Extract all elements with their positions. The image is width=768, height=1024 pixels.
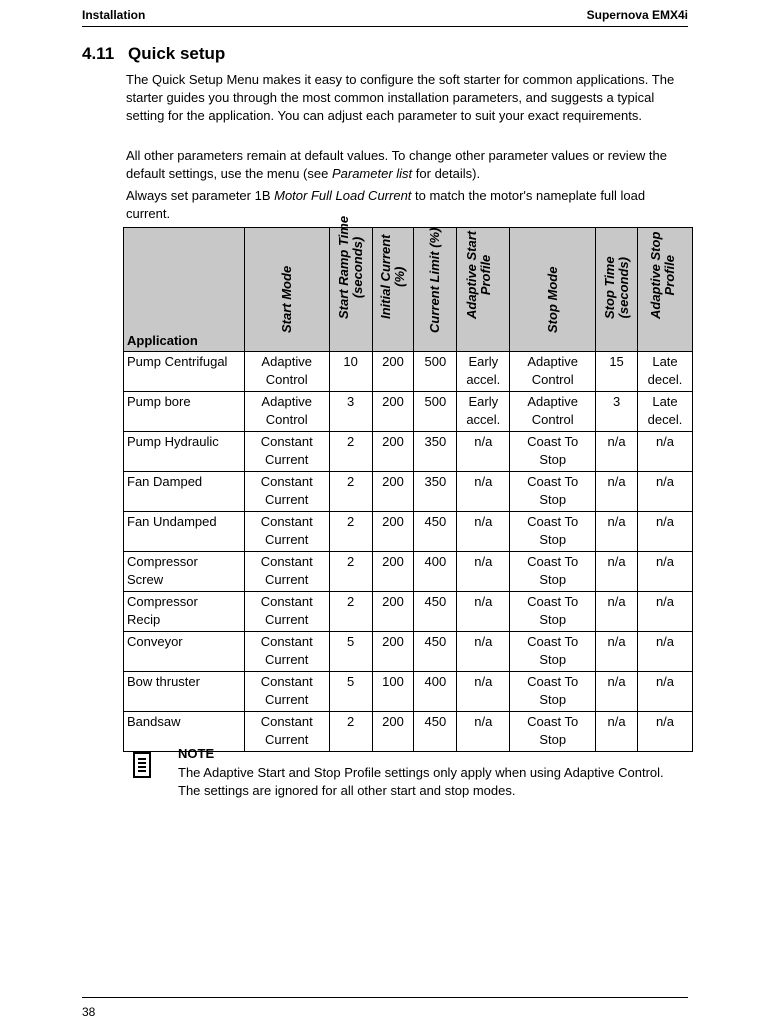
col-header-stop-time — [596, 228, 638, 352]
cell-adaptive-stop-line-1: n/a — [655, 594, 675, 609]
cell-start-ramp — [329, 392, 372, 432]
cell-start-mode-line-2: Current — [265, 492, 309, 507]
cell-stop-mode — [510, 512, 596, 552]
table-row — [124, 512, 693, 552]
cell-stop-time-line-1: n/a — [607, 594, 626, 609]
quick-setup-table — [123, 215, 693, 752]
cell-application-line-1: Conveyor — [127, 634, 183, 649]
cell-start-mode-line-2: Current — [265, 652, 309, 667]
cell-application-line-1: Fan Undamped — [127, 514, 217, 529]
cell-initial-current-line-1: 200 — [382, 514, 404, 529]
cell-stop-time — [596, 632, 638, 672]
cell-stop-mode — [510, 392, 596, 432]
table-row — [124, 592, 693, 632]
col-header-current-limit — [414, 228, 457, 352]
cell-current-limit-line-1: 450 — [424, 514, 447, 529]
cell-adaptive-stop-line-1: n/a — [655, 634, 675, 649]
cell-application-line-1: Fan Damped — [127, 474, 203, 489]
cell-initial-current-line-1: 200 — [382, 554, 404, 569]
cell-adaptive-start-line-2: accel. — [466, 372, 501, 387]
cell-start-mode-line-1: Constant — [260, 594, 313, 609]
cell-initial-current — [372, 432, 414, 472]
cell-start-mode — [244, 632, 329, 672]
cell-current-limit — [414, 512, 457, 552]
current-limit-label: Current Limit (%) — [427, 227, 443, 333]
p2-text-a: All other parameters remain at default values. To change other parameter values or review the default settings, use the menu (see — [126, 148, 667, 181]
cell-stop-time — [596, 672, 638, 712]
table-row — [124, 432, 693, 472]
cell-stop-mode — [510, 632, 596, 672]
cell-adaptive-stop-line-1: Late — [652, 394, 678, 409]
cell-start-mode — [244, 352, 329, 392]
cell-stop-mode — [510, 672, 596, 712]
cell-stop-time — [596, 432, 638, 472]
col-header-stop-mode — [510, 228, 596, 352]
cell-current-limit — [414, 392, 457, 432]
cell-stop-mode-line-2: Stop — [539, 532, 567, 547]
cell-initial-current-line-1: 200 — [382, 354, 404, 369]
cell-start-mode-line-1: Constant — [260, 434, 313, 449]
cell-start-ramp-line-1: 5 — [346, 634, 355, 649]
cell-stop-mode-line-1: Coast To — [527, 514, 579, 529]
cell-start-mode — [244, 512, 329, 552]
cell-application — [124, 392, 245, 432]
cell-initial-current-line-1: 100 — [382, 674, 404, 689]
adaptive-stop-label-2: Profile — [662, 255, 677, 296]
cell-start-ramp — [329, 632, 372, 672]
cell-start-ramp-line-1: 2 — [346, 714, 355, 729]
cell-start-ramp-line-1: 3 — [346, 394, 355, 409]
adaptive-start-label-1: Adaptive Start — [464, 230, 480, 319]
initial-current-label-1: Initial Current — [377, 234, 393, 319]
cell-stop-mode-line-2: Stop — [539, 452, 567, 467]
start-mode-label: Start Mode — [278, 265, 294, 333]
stop-mode-label: Stop Mode — [544, 266, 560, 333]
cell-start-mode-line-1: Constant — [260, 714, 313, 729]
cell-adaptive-start — [457, 352, 510, 392]
col-header-adaptive-stop — [638, 228, 693, 352]
page-footer — [82, 997, 688, 1019]
cell-stop-time — [596, 352, 638, 392]
cell-start-mode-line-1: Constant — [260, 514, 313, 529]
cell-application — [124, 512, 245, 552]
cell-initial-current-line-1: 200 — [382, 474, 404, 489]
cell-adaptive-start — [457, 632, 510, 672]
cell-current-limit — [414, 632, 457, 672]
cell-stop-time-line-1: 3 — [612, 394, 621, 409]
cell-adaptive-start — [457, 512, 510, 552]
cell-initial-current — [372, 472, 414, 512]
cell-current-limit-line-1: 400 — [424, 674, 447, 689]
cell-application-line-1: Pump Centrifugal — [127, 354, 228, 369]
intro-paragraph-1: The Quick Setup Menu makes it easy to configure the soft starter for common applications. The starter guides you through the most common installation parameters, and suggests a typical setting for the application. You can adjust each parameter to suit your exact requirements. — [126, 72, 675, 123]
note-title: NOTE — [178, 746, 215, 761]
cell-adaptive-stop-line-2: decel. — [647, 412, 683, 427]
cell-initial-current-line-1: 200 — [382, 394, 404, 409]
cell-adaptive-stop-line-1: n/a — [655, 474, 675, 489]
cell-start-mode — [244, 672, 329, 712]
cell-adaptive-stop — [638, 432, 693, 472]
cell-adaptive-start-line-1: n/a — [474, 634, 493, 649]
cell-application — [124, 632, 245, 672]
cell-current-limit — [414, 472, 457, 512]
cell-adaptive-start — [457, 392, 510, 432]
col-header-initial-current — [372, 228, 414, 352]
cell-adaptive-start — [457, 592, 510, 632]
cell-start-mode-line-2: Current — [265, 692, 309, 707]
cell-start-mode-line-2: Control — [265, 412, 308, 427]
note-box — [126, 744, 686, 804]
cell-start-mode — [244, 392, 329, 432]
table-row — [124, 472, 693, 512]
cell-start-ramp — [329, 672, 372, 712]
cell-adaptive-start — [457, 432, 510, 472]
cell-stop-mode — [510, 552, 596, 592]
cell-stop-time — [596, 472, 638, 512]
cell-stop-mode — [510, 432, 596, 472]
section-heading — [82, 44, 225, 64]
cell-current-limit-line-1: 400 — [424, 554, 447, 569]
cell-application-line-1: Bow thruster — [127, 674, 200, 689]
cell-adaptive-start-line-2: accel. — [466, 412, 501, 427]
cell-adaptive-stop — [638, 672, 693, 712]
cell-adaptive-start-line-1: n/a — [474, 434, 493, 449]
cell-current-limit-line-1: 500 — [424, 354, 447, 369]
start-ramp-label-1: Start Ramp Time — [335, 215, 351, 319]
cell-stop-mode-line-2: Stop — [539, 492, 567, 507]
cell-adaptive-stop — [638, 352, 693, 392]
cell-application-line-1: Compressor — [127, 554, 198, 569]
cell-adaptive-stop — [638, 552, 693, 592]
cell-adaptive-start-line-1: Early — [468, 354, 499, 369]
cell-start-mode-line-1: Constant — [260, 554, 313, 569]
intro-paragraph-2 — [126, 147, 686, 183]
adaptive-stop-label-1: Adaptive Stop — [648, 231, 663, 319]
cell-stop-mode — [510, 592, 596, 632]
cell-adaptive-stop-line-2: decel. — [647, 372, 683, 387]
cell-start-ramp — [329, 472, 372, 512]
cell-start-ramp-line-1: 5 — [346, 674, 355, 689]
cell-start-mode-line-1: Constant — [260, 474, 313, 489]
parameter-list-reference: Parameter list — [331, 166, 413, 181]
cell-application — [124, 352, 245, 392]
cell-start-mode-line-1: Adaptive — [261, 354, 313, 369]
cell-initial-current-line-1: 200 — [382, 594, 404, 609]
motor-flc-reference: Motor Full Load Current — [274, 188, 412, 203]
cell-stop-mode-line-2: Stop — [539, 732, 567, 747]
cell-stop-mode-line-1: Coast To — [527, 594, 579, 609]
cell-start-ramp-line-1: 2 — [346, 514, 355, 529]
cell-start-mode — [244, 552, 329, 592]
cell-start-mode-line-1: Constant — [260, 674, 313, 689]
start-ramp-label-2: (seconds) — [349, 236, 365, 299]
col-header-application: Application — [124, 228, 245, 352]
table-row — [124, 632, 693, 672]
cell-stop-mode-line-1: Adaptive — [527, 354, 578, 369]
cell-stop-mode-line-2: Stop — [539, 692, 567, 707]
cell-stop-time-line-1: n/a — [607, 434, 626, 449]
cell-current-limit-line-1: 450 — [424, 714, 447, 729]
cell-stop-time — [596, 392, 638, 432]
cell-start-mode-line-1: Adaptive — [261, 394, 313, 409]
cell-start-mode-line-1: Constant — [260, 634, 313, 649]
section-title: Quick setup — [128, 44, 226, 63]
cell-adaptive-start-line-1: n/a — [474, 714, 493, 729]
cell-start-ramp-line-1: 2 — [346, 474, 355, 489]
cell-initial-current-line-1: 200 — [382, 434, 404, 449]
cell-application-line-1: Compressor — [127, 594, 198, 609]
cell-start-ramp-line-1: 2 — [346, 554, 355, 569]
cell-adaptive-stop-line-1: Late — [652, 354, 678, 369]
cell-stop-mode-line-1: Coast To — [527, 554, 579, 569]
initial-current-label-2: (%) — [391, 266, 407, 287]
header-section-label: Installation — [82, 8, 146, 22]
cell-start-mode-line-2: Control — [265, 372, 308, 387]
cell-adaptive-stop-line-1: n/a — [655, 554, 675, 569]
cell-adaptive-start-line-1: n/a — [474, 514, 493, 529]
cell-stop-time — [596, 552, 638, 592]
cell-start-mode — [244, 472, 329, 512]
table-row — [124, 672, 693, 712]
stop-time-label-2: (seconds) — [615, 257, 631, 319]
page-header — [82, 8, 688, 27]
cell-start-mode — [244, 592, 329, 632]
cell-initial-current — [372, 352, 414, 392]
cell-adaptive-stop — [638, 472, 693, 512]
cell-stop-mode — [510, 352, 596, 392]
cell-application-line-1: Bandsaw — [127, 714, 181, 729]
cell-initial-current — [372, 632, 414, 672]
cell-start-ramp-line-1: 2 — [346, 434, 355, 449]
cell-stop-mode-line-1: Coast To — [527, 474, 579, 489]
p3-text-a: Always set parameter 1B — [126, 188, 275, 203]
cell-start-ramp — [329, 552, 372, 592]
cell-adaptive-stop — [638, 632, 693, 672]
note-document-icon — [133, 752, 151, 778]
cell-application — [124, 592, 245, 632]
stop-time-label-1: Stop Time — [601, 256, 617, 319]
cell-stop-mode-line-2: Control — [531, 412, 574, 427]
cell-start-ramp-line-1: 2 — [346, 594, 355, 609]
page-number: 38 — [82, 1005, 96, 1019]
cell-stop-time — [596, 512, 638, 552]
table-header-row — [124, 228, 693, 352]
cell-current-limit-line-1: 500 — [424, 394, 447, 409]
cell-application — [124, 472, 245, 512]
cell-adaptive-stop — [638, 512, 693, 552]
cell-stop-time-line-1: n/a — [607, 474, 626, 489]
cell-adaptive-stop-line-1: n/a — [655, 434, 675, 449]
col-header-start-ramp — [329, 215, 372, 352]
cell-adaptive-start-line-1: n/a — [474, 594, 493, 609]
cell-application — [124, 672, 245, 712]
cell-start-ramp — [329, 512, 372, 552]
cell-stop-time-line-1: n/a — [607, 514, 626, 529]
cell-application-line-1: Pump Hydraulic — [127, 434, 219, 449]
cell-adaptive-stop-line-1: n/a — [655, 514, 675, 529]
cell-current-limit — [414, 432, 457, 472]
cell-application — [124, 432, 245, 472]
cell-current-limit — [414, 352, 457, 392]
cell-stop-mode-line-1: Coast To — [527, 714, 579, 729]
cell-current-limit — [414, 672, 457, 712]
cell-adaptive-start — [457, 472, 510, 512]
table-row — [124, 552, 693, 592]
p2-text-b: for details). — [412, 166, 481, 181]
cell-current-limit-line-1: 350 — [424, 434, 447, 449]
cell-stop-mode-line-1: Coast To — [527, 634, 579, 649]
cell-adaptive-stop — [638, 392, 693, 432]
cell-stop-time-line-1: n/a — [607, 674, 626, 689]
intro-paragraph-3 — [126, 187, 686, 223]
cell-application-line-1: Pump bore — [127, 394, 191, 409]
cell-adaptive-start-line-1: n/a — [474, 674, 493, 689]
cell-adaptive-stop-line-1: n/a — [655, 714, 675, 729]
cell-start-mode-line-2: Current — [265, 532, 309, 547]
cell-adaptive-stop — [638, 592, 693, 632]
cell-application-line-2: Screw — [127, 572, 164, 587]
cell-stop-time — [596, 592, 638, 632]
cell-stop-mode-line-2: Control — [531, 372, 574, 387]
cell-application-line-2: Recip — [127, 612, 161, 627]
col-header-start-mode — [244, 228, 329, 352]
cell-initial-current — [372, 512, 414, 552]
cell-adaptive-start — [457, 672, 510, 712]
cell-stop-mode-line-1: Coast To — [527, 674, 579, 689]
cell-adaptive-start — [457, 552, 510, 592]
cell-start-ramp — [329, 432, 372, 472]
cell-adaptive-start-line-1: Early — [468, 394, 499, 409]
cell-initial-current-line-1: 200 — [382, 714, 404, 729]
cell-stop-mode — [510, 472, 596, 512]
table-row — [124, 352, 693, 392]
cell-stop-mode-line-1: Adaptive — [527, 394, 578, 409]
cell-start-mode-line-2: Current — [265, 732, 309, 747]
cell-initial-current — [372, 552, 414, 592]
section-number: 4.11 — [82, 44, 115, 63]
cell-initial-current-line-1: 200 — [382, 634, 404, 649]
cell-start-ramp — [329, 592, 372, 632]
cell-current-limit — [414, 592, 457, 632]
header-product-name: Supernova EMX4i — [586, 8, 688, 22]
cell-stop-mode-line-2: Stop — [539, 572, 567, 587]
cell-start-mode — [244, 432, 329, 472]
cell-current-limit-line-1: 350 — [424, 474, 447, 489]
cell-adaptive-start-line-1: n/a — [474, 554, 493, 569]
cell-stop-time-line-1: n/a — [607, 554, 626, 569]
cell-start-ramp — [329, 352, 372, 392]
cell-stop-time-line-1: n/a — [607, 634, 626, 649]
col-header-adaptive-start — [457, 228, 510, 352]
cell-stop-mode-line-1: Coast To — [527, 434, 579, 449]
cell-stop-mode-line-2: Stop — [539, 612, 567, 627]
note-text: The Adaptive Start and Stop Profile settings only apply when using Adaptive Control. The settings are ignored for all other start and stop modes. — [178, 765, 664, 798]
cell-stop-time-line-1: 15 — [609, 354, 624, 369]
cell-initial-current — [372, 592, 414, 632]
cell-stop-mode-line-2: Stop — [539, 652, 567, 667]
cell-initial-current — [372, 392, 414, 432]
cell-initial-current — [372, 672, 414, 712]
cell-start-mode-line-2: Current — [265, 452, 309, 467]
cell-start-mode-line-2: Current — [265, 572, 309, 587]
cell-current-limit — [414, 552, 457, 592]
p3-text-b: to match the motor's nameplate full load current. — [126, 188, 646, 221]
cell-start-mode-line-2: Current — [265, 612, 309, 627]
cell-application — [124, 552, 245, 592]
cell-start-ramp-line-1: 10 — [343, 354, 358, 369]
cell-adaptive-stop-line-1: n/a — [655, 674, 675, 689]
cell-current-limit-line-1: 450 — [424, 634, 447, 649]
adaptive-start-label-2: Profile — [478, 254, 494, 296]
cell-adaptive-start-line-1: n/a — [474, 474, 493, 489]
cell-current-limit-line-1: 450 — [424, 594, 447, 609]
table-row — [124, 392, 693, 432]
cell-stop-time-line-1: n/a — [607, 714, 626, 729]
